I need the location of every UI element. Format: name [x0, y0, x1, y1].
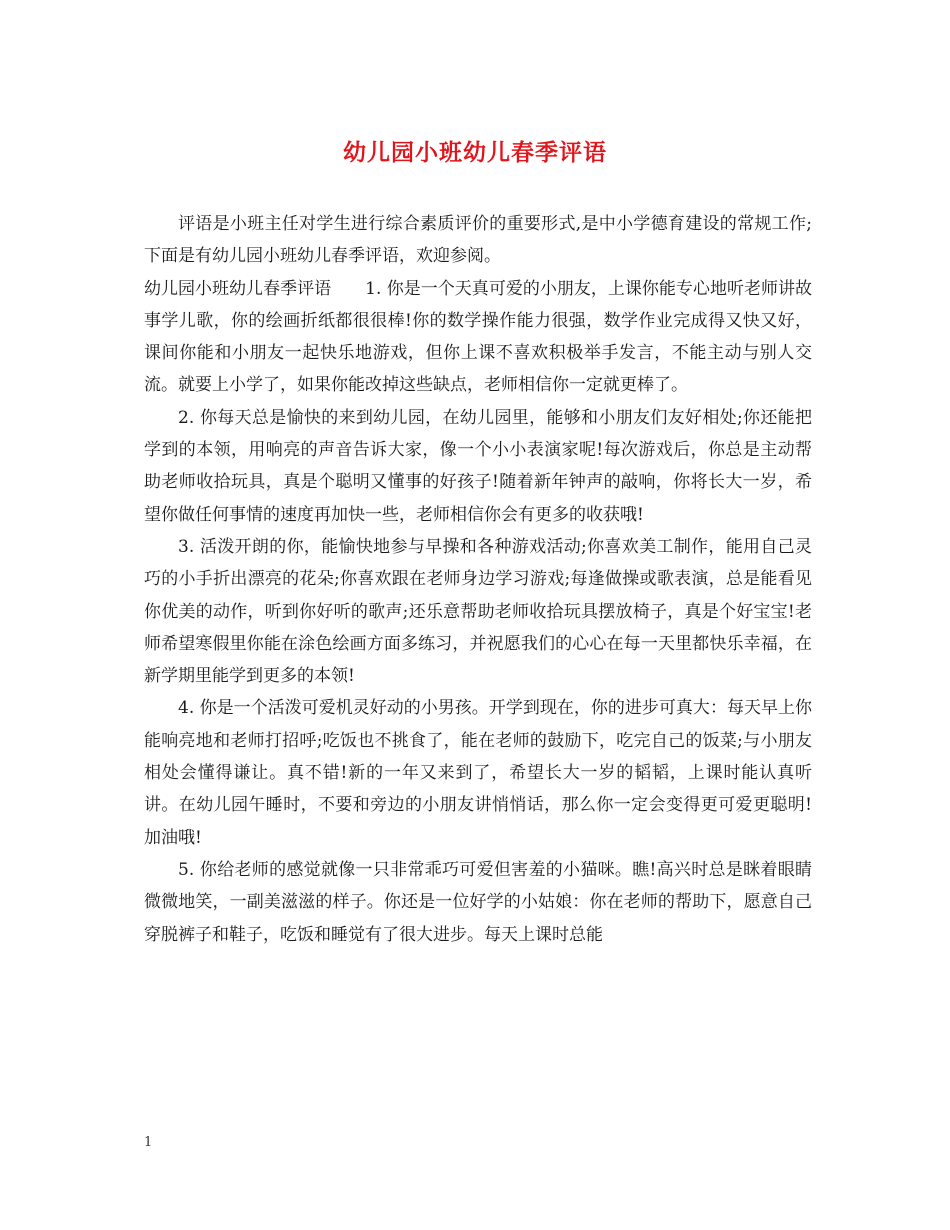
comment-paragraph-4: 4. 你是一个活泼可爱机灵好动的小男孩。开学到现在，你的进步可真大：每天早上你能响亮地和老师打招呼;吃饭也不挑食了，能在老师的鼓励下，吃完自己的饭菜;与小朋友相处会懂得谦让。真不错!新的一年又来到了，希望长大一岁的韬韬，上课时能认真听讲。在幼儿园午睡时，不要和旁边的小朋友讲悄悄话，那么你一定会变得更可爱更聪明!加油哦! — [144, 698, 812, 848]
comment-paragraph-1: 幼儿园小班幼儿春季评语 1. 你是一个天真可爱的小朋友，上课你能专心地听老师讲故事学儿歌，你的绘画折纸都很很棒!你的数学操作能力很强，数学作业完成得又快又好，课间你能和小朋友一起快乐地游戏，但你上课不喜欢积极举手发言，不能主动与别人交流。就要上小学了，如果你能改掉这些缺点，老师相信你一定就更棒了。 — [144, 278, 812, 396]
page-number: 1 — [144, 1135, 153, 1150]
document-body — [144, 208, 812, 951]
comment-paragraph-5: 5. 你给老师的感觉就像一只非常乖巧可爱但害羞的小猫咪。瞧!高兴时总是眯着眼睛微微地笑，一副美滋滋的样子。你还是一位好学的小姑娘：你在老师的帮助下，愿意自己穿脱裤子和鞋子，吃饭和睡觉有了很大进步。每天上课时总能 — [144, 859, 812, 945]
comment-paragraph-3: 3. 活泼开朗的你，能愉快地参与早操和各种游戏活动;你喜欢美工制作，能用自己灵巧的小手折出漂亮的花朵;你喜欢跟在老师身边学习游戏;每逢做操或歌表演，总是能看见你优美的动作，听到你好听的歌声;还乐意帮助老师收拾玩具摆放椅子，真是个好宝宝!老师希望寒假里你能在涂色绘画方面多练习，并祝愿我们的心心在每一天里都快乐幸福，在新学期里能学到更多的本领! — [144, 536, 812, 687]
comment-paragraph-2: 2. 你每天总是愉快的来到幼儿园，在幼儿园里，能够和小朋友们友好相处;你还能把学到的本领，用响亮的声音告诉大家，像一个小小表演家呢!每次游戏后，你总是主动帮助老师收拾玩具，真是个聪明又懂事的好孩子!随着新年钟声的敲响，你将长大一岁，希望你做任何事情的速度再加快一些，老师相信你会有更多的收获哦! — [144, 407, 812, 525]
document-title: 幼儿园小班幼儿春季评语 — [343, 139, 607, 166]
intro-paragraph: 评语是小班主任对学生进行综合素质评价的重要形式,是中小学德育建设的常规工作;下面是有幼儿园小班幼儿春季评语，欢迎参阅。 — [144, 214, 812, 267]
